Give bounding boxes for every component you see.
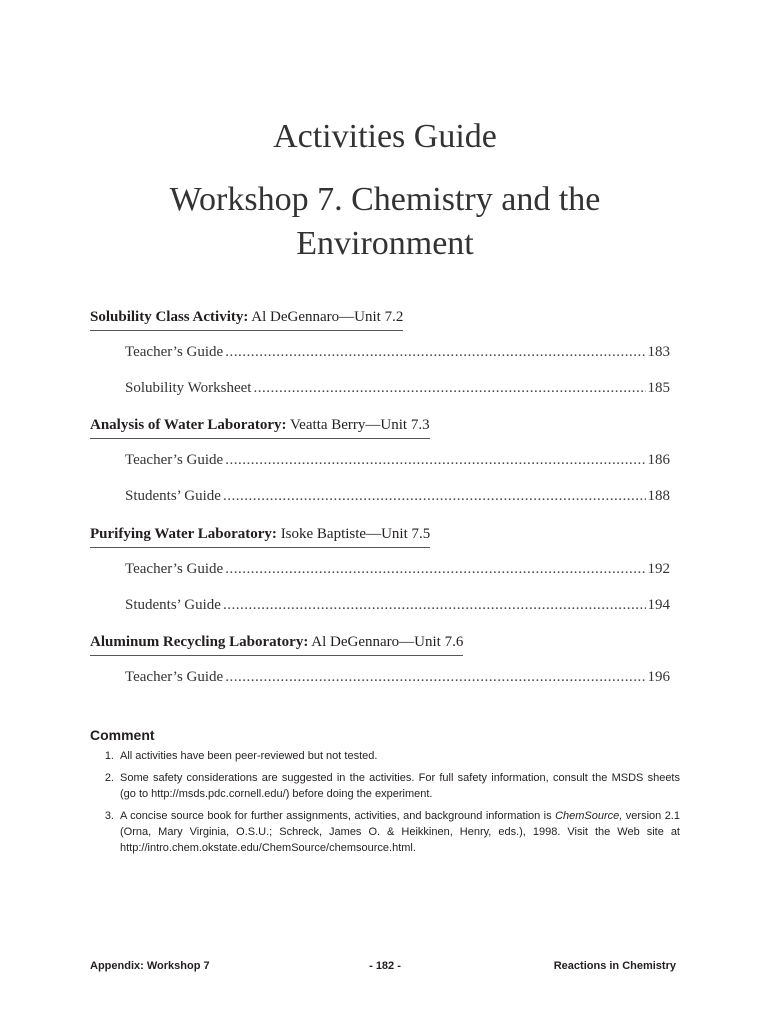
toc-entry-label: Teacher’s Guide [125,452,224,468]
section-heading-solubility [90,308,403,331]
toc-entry[interactable] [125,561,670,578]
section-author: Al DeGennaro—Unit 7.2 [251,309,404,325]
toc-entry-page: 185 [647,380,670,396]
section-heading-water-analysis [90,416,430,439]
toc-entry[interactable] [125,452,670,469]
toc-entry-page: 192 [647,561,670,577]
comment-number: 2. [104,772,114,784]
toc-entry-label: Students’ Guide [125,597,221,613]
comment-text [120,808,680,856]
section-title: Solubility Class Activity: [90,309,249,325]
toc-entry-page: 194 [647,597,670,613]
comment-text-part: version 2.1 (Orna, Mary Virginia, O.S.U.; Schreck, James O. & Heikkinen, Henry, eds.), 1998. Visit the Web site at http://intro.chem.okstate.edu/ChemSource/chemsource.html. [120,810,680,854]
toc-entry-label: Teacher’s Guide [125,669,224,685]
toc-entry-label: Teacher’s Guide [125,561,224,577]
book-title: ChemSource, [555,810,623,822]
toc-leader-dots [225,344,645,361]
section-author: Isoke Baptiste—Unit 7.5 [280,526,431,542]
comment-list [90,748,680,862]
comment-text: Some safety considerations are suggested in the activities. For full safety information, consult the MSDS sheets (go to http://msds.pdc.cornell.edu/) before doing the experiment. [120,772,680,800]
toc-leader-dots [225,452,645,469]
toc-leader-dots [223,488,646,505]
comment-heading: Comment [90,727,155,743]
section-author: Al DeGennaro—Unit 7.6 [311,634,464,650]
toc-entry[interactable] [125,488,670,505]
section-heading-aluminum-recycling [90,633,463,656]
toc-entry-page: 183 [647,344,670,360]
comment-item [90,808,680,856]
page-title: Activities Guide [273,118,497,155]
section-title: Analysis of Water Laboratory: [90,417,287,433]
toc-leader-dots [225,561,645,578]
comment-item [90,770,680,802]
toc-entry[interactable] [125,669,670,686]
section-heading-purifying-water [90,525,430,548]
page-subtitle: Workshop 7. Chemistry and the Environment [169,181,601,263]
toc-leader-dots [225,669,645,686]
toc-entry[interactable] [125,380,670,397]
toc-leader-dots [253,380,645,397]
footer-page-number: - 182 - [369,960,401,972]
comment-item [90,748,680,764]
comment-number: 3. [104,810,114,822]
section-author: Veatta Berry—Unit 7.3 [290,417,430,433]
toc-entry-label: Teacher’s Guide [125,344,224,360]
toc-entry-label: Solubility Worksheet [125,380,252,396]
comment-number: 1. [104,750,114,762]
section-title: Aluminum Recycling Laboratory: [90,634,309,650]
toc-leader-dots [223,597,646,614]
footer-right: Reactions in Chemistry [553,960,676,972]
footer-left: Appendix: Workshop 7 [90,960,210,972]
toc-entry[interactable] [125,597,670,614]
toc-entry-page: 196 [647,669,670,685]
comment-text-part: A concise source book for further assignments, activities, and background information is [120,810,556,822]
comment-text: All activities have been peer-reviewed but not tested. [120,750,378,762]
section-title: Purifying Water Laboratory: [90,526,277,542]
toc-entry-page: 188 [647,488,670,504]
toc-entry-label: Students’ Guide [125,488,221,504]
toc-entry-page: 186 [647,452,670,468]
toc-entry[interactable] [125,344,670,361]
